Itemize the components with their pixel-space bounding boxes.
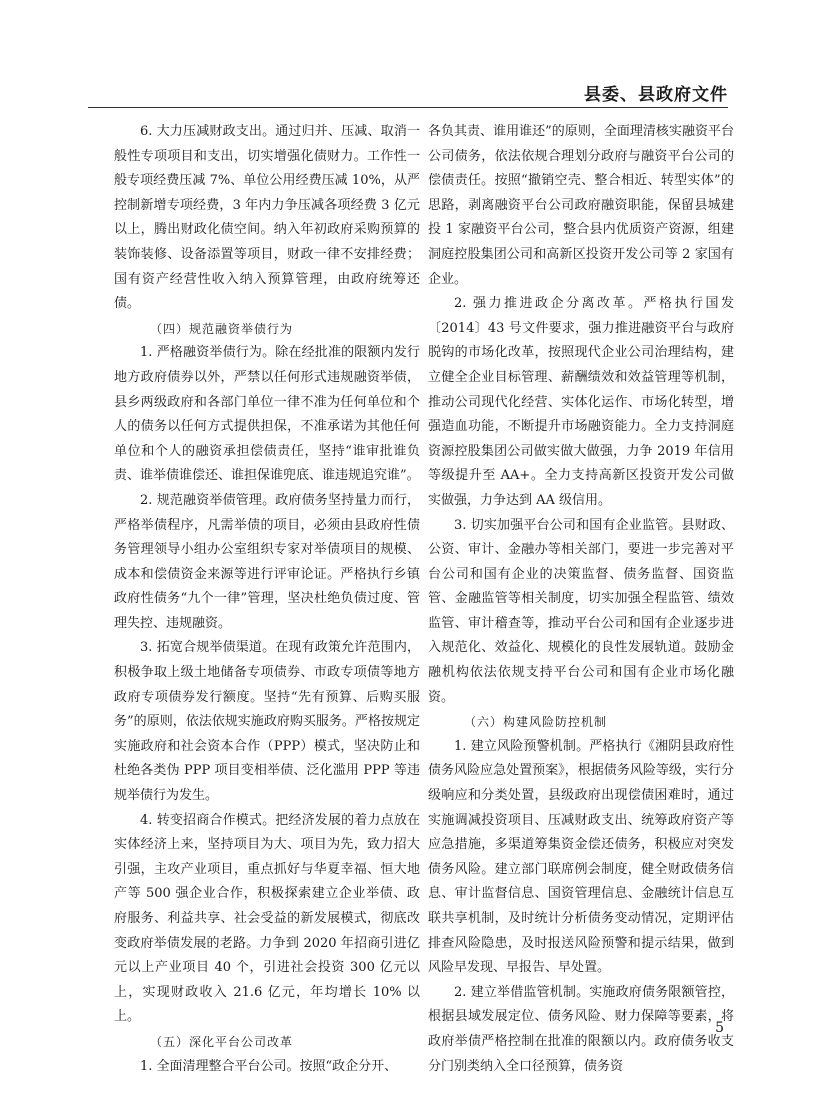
page-header-title: 县委、县政府文件	[584, 85, 728, 105]
paragraph: 2. 强力推进政企分离改革。严格执行国发〔2014〕43 号文件要求，强力推进融资平台与政府脱钩的市场化改革，按照现代企业公司治理结构，建立健全企业目标管理、薪酬绩效和效益管理等机制，推动公司现代化经营、实体化运作、市场化转型，增强造血功能，不断提升市场融资能力。全力支持洞庭资源控股集团公司做实做大做强，力争 2019 年信用等级提升至 AA+。全力支持高新区投资开发公司做实做强，力争达到 AA 级信用。	[428, 296, 734, 508]
paragraph: 3. 拓宽合规举债渠道。在现有政策允许范围内，积极争取上级土地储备专项债券、市政专项债等地方政府专项债券发行额度。坚持“先有预算、后购买服务”的原则，依法依规实施政府购买服务。严格按规定实施政府和社会资本合作（PPP）模式，坚决防止和杜绝各类伪 PPP 项目变相举债、泛化滥用 PPP 等违规举债行为发生。	[114, 640, 420, 804]
paragraph: 1. 严格融资举债行为。除在经批准的限额内发行地方政府债券以外，严禁以任何形式违规融资举债，县乡两级政府和各部门单位一律不准为任何单位和个人的债务以任何方式提供担保，不准承诺为其他任何单位和个人的融资承担偿债责任，坚持“谁审批谁负责、谁举债谁偿还、谁担保谁兜底、谁违规追究谁”。	[114, 345, 420, 484]
paragraph: 1. 全面清理整合平台公司。按照“政企分开、	[140, 1058, 398, 1074]
paragraph: 2. 规范融资举债管理。政府债务坚持量力而行，严格举债程序，凡需举债的项目，必须由县政府性债务管理领导小组办公室组织专家对举债项目的规模、成本和偿债资金来源等进行评审论证。严格执行乡镇政府性债务“九个一律”管理，坚决杜绝负债过度、管理失控、违规融资。	[114, 492, 420, 631]
paragraph: 3. 切实加强平台公司和国有企业监管。县财政、公资、审计、金融办等相关部门，要进一步完善对平台公司和国有企业的决策监督、债务监督、国资监管、金融监管等相关制度，切实加强全程监管、绩效监管、审计稽查等，推动平台公司和国有企业逐步进入规范化、效益化、规模化的良性发展轨道。鼓励金融机构依法依规支持平台公司和国有企业市场化融资。	[428, 517, 734, 705]
paragraph: 4. 转变招商合作模式。把经济发展的着力点放在实体经济上来，坚持项目为大、项目为先，致力招大引强，主攻产业项目，重点抓好与华夏幸福、恒大地产等 500 强企业合作，积极探索建立企业举债、政府服务、利益共享、社会受益的新发展模式，彻底改变政府举债发展的老路。力争到 2020 年招商引进亿元以上产业项目 40 个，引进社会投资 300 亿元以上，实现财政收入 21.6 亿元，年均增长 10% 以上。	[114, 812, 420, 1025]
page-number: 5	[715, 1020, 724, 1036]
section-heading: （六）构建风险防控机制	[464, 715, 608, 730]
paragraph: 1. 建立风险预警机制。严格执行《湘阴县政府性债务风险应急处置预案》，根据债务风险等级，实行分级响应和分类处置，县级政府出现偿债困难时，通过实施调减投资项目、压减财政支出、统筹政府资产等应急措施，多渠道筹集资金偿还债务，积极应对突发债务风险。建立部门联席例会制度，健全财政债务信息、审计监督信息、国资管理信息、金融统计信息互联共享机制，及时统计分析债务变动情况，定期评估排查风险隐患，及时报送风险预警和提示结果，做到风险早发现、早报告、早处置。	[428, 738, 734, 976]
paragraph: 2. 建立举借监管机制。实施政府债务限额管控，根据县域发展定位、债务风险、财力保障等要素，将政府举债严格控制在批准的限额以内。政府债务收支分门别类纳入全口径预算，债务资	[428, 984, 734, 1074]
section-heading: （四）规范融资举债行为	[150, 321, 294, 336]
paragraph: 6. 大力压减财政支出。通过归并、压减、取消一般性专项项目和支出，切实增强化债财力。工作性一般专项经费压减 7%、单位公用经费压减 10%，从严控制新增专项经费，3 年内力争压减各项经费 3 亿元以上，腾出财政化债空间。纳入年初政府采购预算的装饰装修、设备添置等项目，财政一律不安排经费；国有资产经营性收入纳入预算管理，由政府统筹还债。	[114, 124, 420, 312]
right-column	[428, 120, 734, 1079]
paragraph-continued: 各负其责、谁用谁还”的原则，全面理清核实融资平台公司债务，依法依规合理划分政府与融资平台公司的偿债责任。按照“撤销空壳、整合相近、转型实体”的思路，剥离融资平台公司政府融资职能，保留县城建投 1 家融资平台公司，整合县内优质资产资源，组建洞庭控股集团公司和高新区投资开发公司等 2 家国有企业。	[428, 124, 734, 287]
header-divider	[88, 107, 728, 108]
section-heading: （五）深化平台公司改革	[150, 1034, 294, 1049]
left-column	[114, 120, 420, 1079]
